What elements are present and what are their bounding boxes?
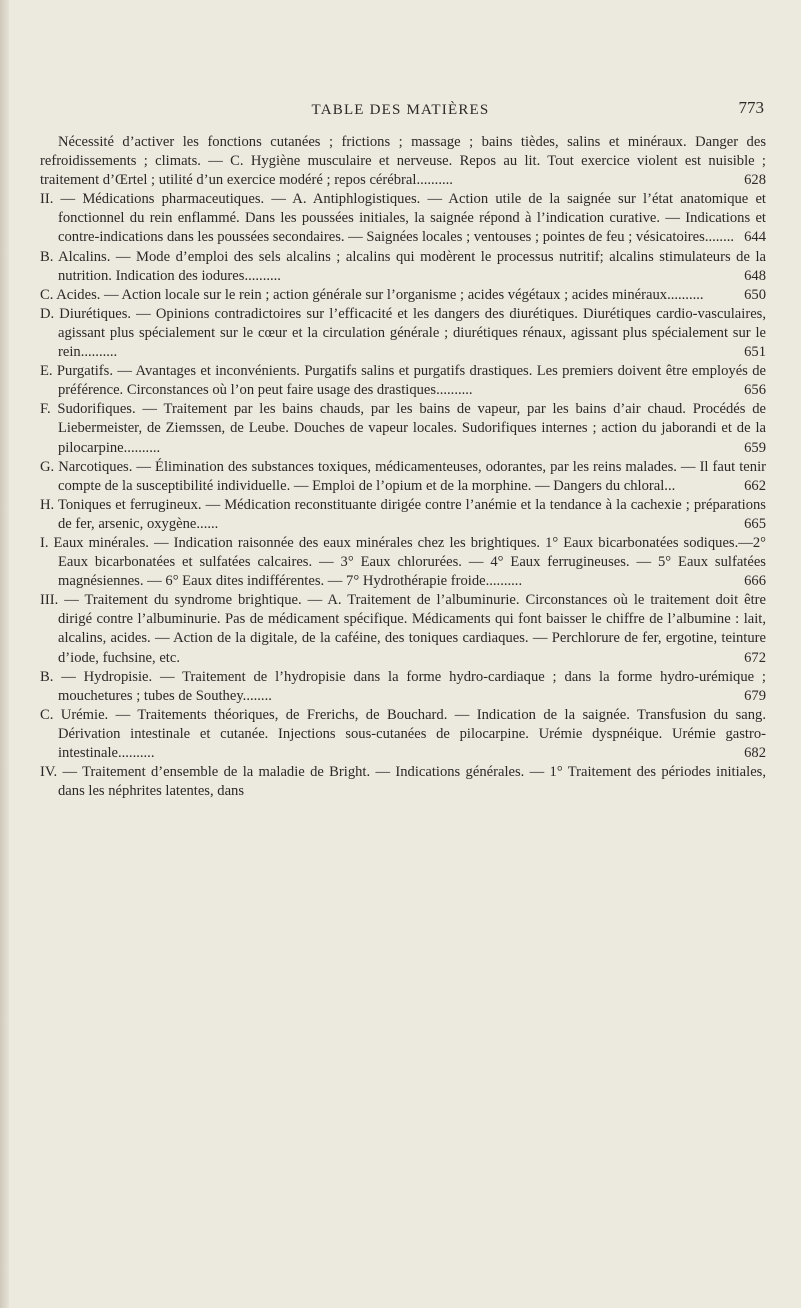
toc-entry-text: Nécessité d’activer les fonctions cutanées ; frictions ; massage ; bains tièdes, salins et minéraux. Danger des refroidissements ; climats. — C. Hygiène musculaire et nerveuse. Repos au lit. Tout exercice violent est nuisible ; traitement d’Œrtel ; utilité d’un exercice modéré ; repos cérébral [40,134,766,189]
leader-dots: .......... [80,344,118,361]
toc-entry-text: II. — Médications pharmaceutiques. — A. Antiphlogistiques. — Action utile de la saignée sur l’état anatomique et fonctionnel du rein enflammé. Dans les poussées initiales, la saignée répond à l’indication curative. — Indications et contre-indications dans les poussées secondaires. — Saignées locales ; ventouses ; pointes de feu ; vésicatoires [40,191,766,246]
toc-entry [40,763,766,801]
toc-entry [40,362,766,400]
running-title: TABLE DES MATIÈRES [311,102,490,118]
toc-entry [40,190,766,247]
leader-dots: .......... [244,267,281,284]
table-of-contents [40,133,766,801]
page-number: 773 [738,98,764,117]
toc-entry [40,133,766,190]
toc-page-ref: 665 [744,515,766,532]
page-header [0,98,801,124]
toc-page-ref: 666 [744,573,766,590]
leader-dots: .......... [416,172,453,189]
toc-entry [40,400,766,457]
toc-page-ref: 672 [744,649,766,666]
toc-page-ref: 682 [744,745,766,761]
leader-dots: .......... [436,382,473,399]
toc-page-ref: 644 [744,229,766,246]
toc-entry [40,591,766,667]
toc-page-ref: 628 [744,172,766,189]
toc-entry [40,248,766,286]
toc-entry-text: III. — Traitement du syndrome brightique. — A. Traitement de l’albuminurie. Circonstances où le traitement doit être dirigé contre l’albuminurie. Pas de médicament spécifique. Médicaments qui font baisser le chiffre de l’albumine : lait, alcalins, acides. — Action de la digitale, de la caféine, des toniques cardiaques. — Perchlorure de fer, ergotine, teinture d’iode, fuchsine, etc. [40,592,766,666]
toc-entry [40,458,766,496]
toc-page-ref: 659 [744,439,766,456]
toc-entry-text: B. — Hydropisie. — Traitement de l’hydropisie dans la forme hydro-cardiaque ; dans la forme hydro-urémique ; mouchetures ; tubes de Southey........ [40,668,766,704]
toc-page-ref: 662 [744,477,766,494]
toc-entry-text: H. Toniques et ferrugineux. — Médication reconstituante dirigée contre l’anémie et la tendance à la cachexie ; préparations de fer, arsenic, oxygène...... [40,496,766,532]
toc-entry [40,286,766,305]
leader-dots: .......... [667,286,704,303]
toc-entry [40,706,766,763]
toc-entry-text: B. Alcalins. — Mode d’emploi des sels alcalins ; alcalins qui modèrent le processus nutritif; alcalins stimulateurs de la nutrition. Indication des iodures [40,248,766,284]
toc-page-ref: 648 [744,267,766,284]
toc-entry-text: G. Narcotiques. — Élimination des substances toxiques, médicamenteuses, odorantes, par les reins malades. — Il faut tenir compte de la susceptibilité individuelle. — Emploi de l’opium et de la morphine. — Dangers du chloral... [40,458,766,494]
toc-entry [40,496,766,534]
toc-page-ref: 650 [744,286,766,303]
leader-dots: .......... [117,745,155,761]
toc-entry [40,668,766,706]
page-spine-shadow [0,0,9,1308]
toc-entry-text: F. Sudorifiques. — Traitement par les bains chauds, par les bains de vapeur, par les bains d’air chaud. Procédés de Liebermeister, de Ziemssen, de Leube. Douches de vapeur locales. Sudorifiques internes ; action du jaborandi et de la pilocarpine [40,401,766,456]
leader-dots: ........ [704,229,735,246]
toc-page-ref: 656 [744,382,766,399]
toc-entry-text: IV. — Traitement d’ensemble de la maladie de Bright. — Indications générales. — 1° Traitement des périodes initiales, dans les néphrites latentes, dans [40,764,766,800]
toc-entry [40,305,766,362]
toc-entry-text: E. Purgatifs. — Avantages et inconvénients. Purgatifs salins et purgatifs drastiques. Les premiers doivent être employés de préférence. Circonstances où l’on peut faire usage des drastiques [40,363,766,399]
toc-entry-text: C. Urémie. — Traitements théoriques, de Frerichs, de Bouchard. — Indication de la saignée. Transfusion du sang. Dérivation intestinale et cutanée. Injections sous-cutanées de pilocarpine. Urémie dyspnéique. Urémie gastro-intestinale [40,706,766,761]
toc-entry [40,534,766,591]
toc-entry-text: C. Acides. — Action locale sur le rein ; action générale sur l’organisme ; acides végétaux ; acides minéraux [40,286,668,303]
toc-entry-text: I. Eaux minérales. — Indication raisonnée des eaux minérales chez les brightiques. 1° Eaux bicarbonatées sodiques.—2° Eaux bicarbonatées et sulfatées calcaires. — 3° Eaux chlorurées. — 4° Eaux ferrugineuses. — 5° Eaux sulfatées magnésiennes. — 6° Eaux dites indifférentes. — 7° Hydrothérapie froide [40,534,766,590]
leader-dots: .......... [485,573,523,590]
toc-page-ref: 651 [744,344,766,361]
leader-dots: .......... [123,439,161,456]
toc-entry-text: D. Diurétiques. — Opinions contradictoires sur l’efficacité et les dangers des diurétiques. Diurétiques cardio-vasculaires, agissant plus spécialement sur le cœur et la circulation générale ; diurétiques rénaux, agissant plus spécialement sur le rein [40,305,766,361]
toc-page-ref: 679 [744,687,766,704]
